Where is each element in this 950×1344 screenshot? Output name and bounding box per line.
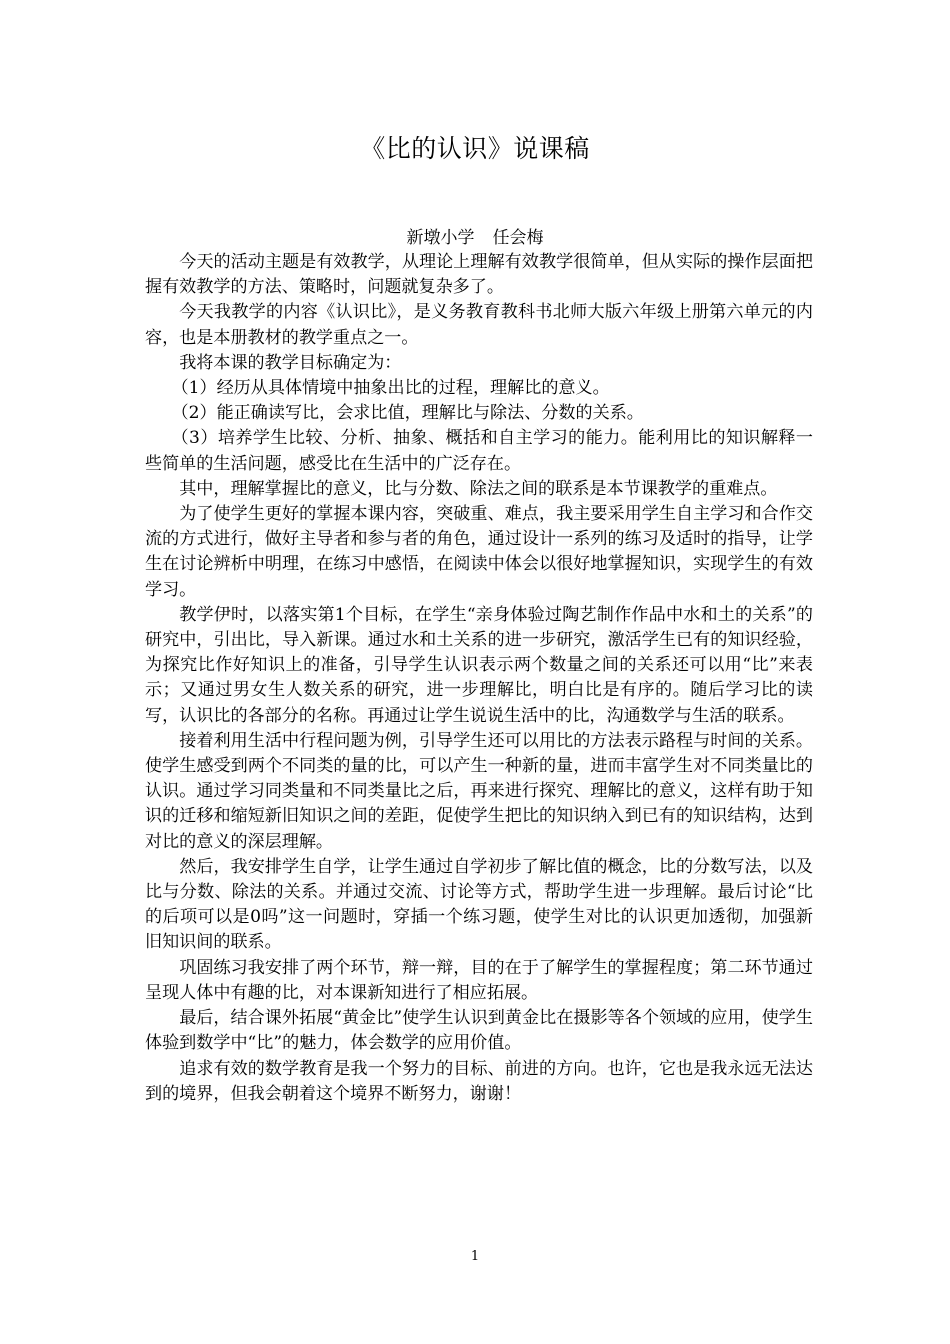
paragraph: 最后，结合课外拓展“黄金比”使学生认识到黄金比在摄影等各个领域的应用，使学生体验到数学中“比”的魅力，体会数学的应用价值。 (145, 1008, 813, 1054)
paragraph: 我将本课的教学目标确定为： (179, 352, 402, 373)
paragraph: 其中，理解掌握比的意义，比与分数、除法之间的联系是本节课教学的重难点。 (179, 478, 778, 499)
paragraph: 然后，我安排学生自学，让学生通过自学初步了解比值的概念，比的分数写法，以及比与分数、除法的关系。并通过交流、讨论等方式，帮助学生进一步理解。最后讨论“比的后项可以是0吗”这一问题时，穿插一个练习题，使学生对比的认识更加透彻，加强新旧知识间的联系。 (145, 856, 813, 953)
document-title: 《比的认识》说课稿 (360, 134, 590, 163)
objective-item: （2）能正确读写比，会求比值，理解比与除法、分数的关系。 (171, 403, 644, 424)
byline (0, 225, 950, 251)
paragraph: 追求有效的数学教育是我一个努力的目标、前进的方向。也许，它也是我永远无法达到的境界，但我会朝着这个境界不断努力，谢谢！ (145, 1058, 813, 1104)
paragraph: 为了使学生更好的掌握本课内容，突破重、难点，我主要采用学生自主学习和合作交流的方式进行，做好主导者和参与者的角色，通过设计一系列的练习及适时的指导，让学生在讨论辨析中明理，在练习中感悟，在阅读中体会以很好地掌握知识，实现学生的有效学习。 (145, 504, 813, 600)
document-body (145, 250, 813, 1107)
objective-item: （1）经历从具体情境中抽象出比的过程，理解比的意义。 (171, 378, 610, 399)
page-number: 1 (470, 1249, 480, 1264)
paragraph: 接着利用生活中行程问题为例，引导学生还可以用比的方法表示路程与时间的关系。使学生感受到两个不同类的量的比，可以产生一种新的量，进而丰富学生对不同类量比的认识。通过学习同类量和不同类量比之后，再来进行探究、理解比的意义，这样有助于知识的迁移和缩短新旧知识之间的差距，促使学生把比的知识纳入到已有的知识结构，达到对比的意义的深层理解。 (145, 730, 813, 852)
objective-item: （3）培养学生比较、分析、抽象、概括和自主学习的能力。能利用比的知识解释一些简单的生活问题，感受比在生活中的广泛存在。 (145, 428, 813, 474)
paragraph: 巩固练习我安排了两个环节，辩一辩，目的在于了解学生的掌握程度；第二环节通过呈现人体中有趣的比，对本课新知进行了相应拓展。 (145, 957, 813, 1003)
paragraph: 今天我教学的内容《认识比》，是义务教育教科书北师大版六年级上册第六单元的内容，也是本册教材的教学重点之一。 (145, 302, 813, 348)
paragraph: 教学伊时，以落实第1个目标，在学生“亲身体验过陶艺制作作品中水和土的关系”的研究中，引出比，导入新课。通过水和土关系的进一步研究，激活学生已有的知识经验，为探究比作好知识上的准备，引导学生认识表示两个数量之间的关系还可以用“比”来表示；又通过男女生人数关系的研究，进一步理解比，明白比是有序的。随后学习比的读写，认识比的各部分的名称。再通过让学生说说生活中的比，沟通数学与生活的联系。 (145, 604, 813, 726)
school-name: 新墩小学 (406, 228, 475, 248)
author-name: 任会梅 (492, 228, 544, 248)
paragraph: 今天的活动主题是有效教学，从理论上理解有效教学很简单，但从实际的操作层面把握有效教学的方法、策略时，问题就复杂多了。 (145, 252, 813, 298)
